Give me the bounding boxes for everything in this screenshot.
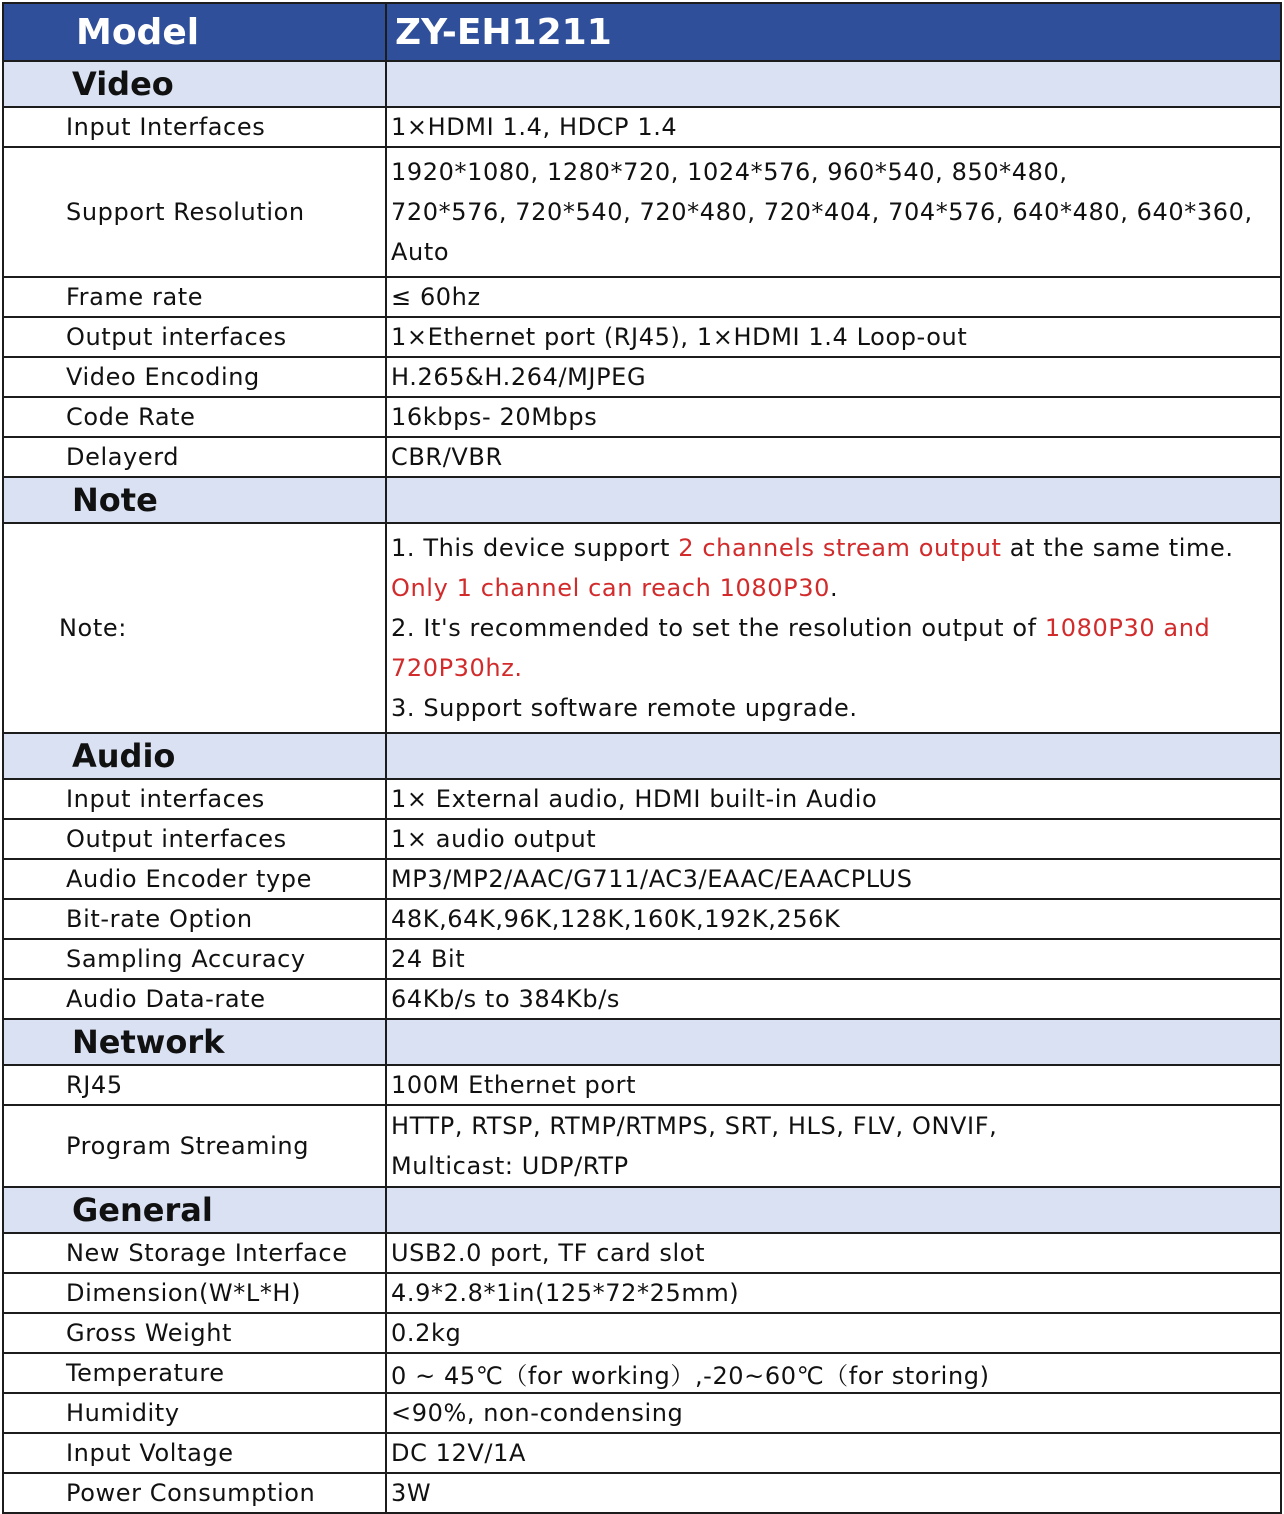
spec-table [2, 2, 1282, 1514]
note-line-4: 720P30hz. [391, 654, 523, 682]
table-row [3, 859, 1281, 899]
spec-value: USB2.0 port, TF card slot [386, 1233, 1281, 1273]
table-row [3, 147, 1281, 277]
note-line-5: 3. Support software remote upgrade. [391, 694, 858, 722]
table-row [3, 899, 1281, 939]
spec-value [386, 1105, 1281, 1187]
spec-label: New Storage Interface [3, 1233, 386, 1273]
spec-label: Audio Data-rate [3, 979, 386, 1019]
table-row [3, 1065, 1281, 1105]
note-text: at the same time. [1001, 534, 1234, 562]
note-text: . [829, 574, 839, 602]
table-row [3, 1433, 1281, 1473]
spec-value: 24 Bit [386, 939, 1281, 979]
table-row [3, 819, 1281, 859]
spec-value: 16kbps- 20Mbps [386, 397, 1281, 437]
spec-label: Support Resolution [3, 147, 386, 277]
section-title: Audio [3, 733, 386, 779]
section-network [3, 1019, 1281, 1065]
spec-label: Input interfaces [3, 779, 386, 819]
spec-value: 0 ~ 45℃（for working）,-20~60℃（for storing) [386, 1353, 1281, 1393]
spec-value [386, 147, 1281, 277]
spec-label: Temperature [3, 1353, 386, 1393]
spec-value-line: Multicast: UDP/RTP [391, 1152, 629, 1180]
table-row [3, 277, 1281, 317]
spec-value: 1×Ethernet port (RJ45), 1×HDMI 1.4 Loop-out [386, 317, 1281, 357]
table-row [3, 1313, 1281, 1353]
note-highlight: Only 1 channel can reach 1080P30 [391, 574, 830, 602]
model-label: Model [3, 3, 386, 61]
spec-value-line: Auto [391, 238, 450, 266]
spec-value: H.265&H.264/MJPEG [386, 357, 1281, 397]
note-label: Note: [3, 523, 386, 733]
spec-label: RJ45 [3, 1065, 386, 1105]
spec-sheet [2, 2, 1280, 1514]
section-title: Note [3, 477, 386, 523]
spec-value: ≤ 60hz [386, 277, 1281, 317]
table-row [3, 1353, 1281, 1393]
note-line-1 [391, 528, 1280, 568]
table-row [3, 1393, 1281, 1433]
table-row [3, 317, 1281, 357]
spec-value: 1×HDMI 1.4, HDCP 1.4 [386, 107, 1281, 147]
spec-value: 0.2kg [386, 1313, 1281, 1353]
section-title: Network [3, 1019, 386, 1065]
spec-label: Humidity [3, 1393, 386, 1433]
spec-label: Audio Encoder type [3, 859, 386, 899]
table-row [3, 939, 1281, 979]
table-row [3, 397, 1281, 437]
spec-label: Delayerd [3, 437, 386, 477]
section-title: Video [3, 61, 386, 107]
section-note [3, 477, 1281, 523]
spec-value: DC 12V/1A [386, 1433, 1281, 1473]
spec-value: 1× External audio, HDMI built-in Audio [386, 779, 1281, 819]
spec-label: Output interfaces [3, 819, 386, 859]
note-line-2 [391, 568, 1280, 608]
spec-label: Bit-rate Option [3, 899, 386, 939]
table-row [3, 779, 1281, 819]
spec-label: Program Streaming [3, 1105, 386, 1187]
spec-value: 4.9*2.8*1in(125*72*25mm) [386, 1273, 1281, 1313]
note-highlight: 2 channels stream output [678, 534, 1002, 562]
table-row [3, 1233, 1281, 1273]
spec-value: <90%, non-condensing [386, 1393, 1281, 1433]
model-value: ZY-EH1211 [386, 3, 1281, 61]
spec-value: 3W [386, 1473, 1281, 1513]
table-row [3, 437, 1281, 477]
spec-value-line: HTTP, RTSP, RTMP/RTMPS, SRT, HLS, FLV, ONVIF, [391, 1112, 998, 1140]
spec-value: CBR/VBR [386, 437, 1281, 477]
spec-label: Gross Weight [3, 1313, 386, 1353]
spec-value-line: 720*576, 720*540, 720*480, 720*404, 704*576, 640*480, 640*360, [391, 198, 1253, 226]
spec-label: Power Consumption [3, 1473, 386, 1513]
note-content [386, 523, 1281, 733]
note-text: 1. This device support [391, 534, 679, 562]
spec-value: MP3/MP2/AAC/G711/AC3/EAAC/EAACPLUS [386, 859, 1281, 899]
section-audio [3, 733, 1281, 779]
spec-value: 64Kb/s to 384Kb/s [386, 979, 1281, 1019]
table-row [3, 979, 1281, 1019]
spec-label: Dimension(W*L*H) [3, 1273, 386, 1313]
spec-label: Sampling Accuracy [3, 939, 386, 979]
spec-label: Video Encoding [3, 357, 386, 397]
section-title: General [3, 1187, 386, 1233]
spec-label: Frame rate [3, 277, 386, 317]
spec-label: Output interfaces [3, 317, 386, 357]
spec-label: Code Rate [3, 397, 386, 437]
note-row [3, 523, 1281, 733]
table-row [3, 357, 1281, 397]
spec-label: Input Voltage [3, 1433, 386, 1473]
note-line-3 [391, 608, 1280, 648]
table-row [3, 1273, 1281, 1313]
table-row [3, 1105, 1281, 1187]
spec-value-line: 1920*1080, 1280*720, 1024*576, 960*540, 850*480, [391, 158, 1068, 186]
note-text: 2. It's recommended to set the resolution output of [391, 614, 1045, 642]
section-general [3, 1187, 1281, 1233]
spec-label: Input Interfaces [3, 107, 386, 147]
table-row [3, 1473, 1281, 1513]
spec-value: 1× audio output [386, 819, 1281, 859]
note-highlight: 1080P30 and [1044, 614, 1211, 642]
table-row [3, 107, 1281, 147]
spec-value: 48K,64K,96K,128K,160K,192K,256K [386, 899, 1281, 939]
section-video [3, 61, 1281, 107]
table-header-row [3, 3, 1281, 61]
spec-value: 100M Ethernet port [386, 1065, 1281, 1105]
